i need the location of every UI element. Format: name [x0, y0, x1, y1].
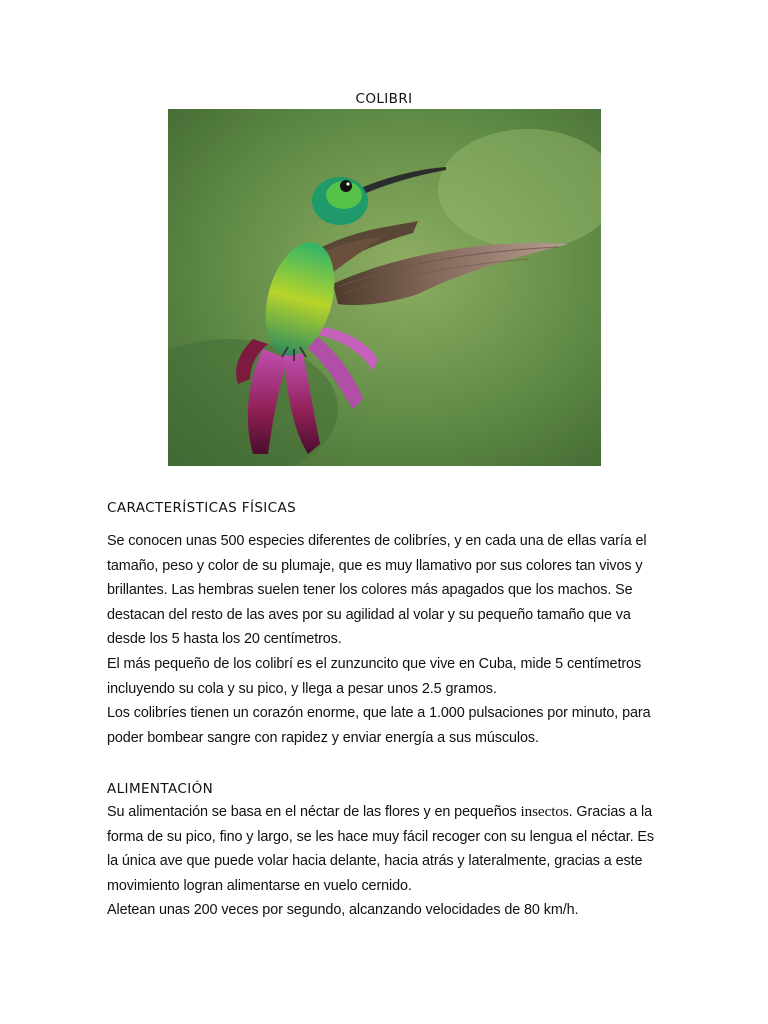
section-body-alimentacion [107, 800, 667, 923]
paragraph: Los colibríes tienen un corazón enorme, que late a 1.000 pulsaciones por minuto, para poder bombear sangre con rapidez y enviar energía a sus músculos. [107, 705, 651, 746]
hummingbird-photo [168, 109, 601, 466]
paragraph: Aletean unas 200 veces por segundo, alcanzando velocidades de 80 km/h. [107, 902, 579, 919]
document-title: COLIBRI [355, 91, 413, 107]
section-heading-alimentacion: ALIMENTACIÓN [107, 781, 214, 797]
text-run: . Gracias a la forma de su pico, fino y largo, se les hace muy fácil recoger con su lengua el néctar. Es la única ave que puede volar hacia delante, hacia atrás y lateralmente, gracias a este movimiento logran alimentarse en vuelo cernido. [107, 804, 655, 894]
paragraph [107, 800, 667, 898]
paragraph: El más pequeño de los colibrí es el zunzuncito que vive en Cuba, mide 5 centímetros incluyendo su cola y su pico, y llega a pesar unos 2.5 gramos. [107, 655, 642, 697]
section-body-caracteristicas [107, 529, 667, 750]
section-heading-caracteristicas: CARACTERÍSTICAS FÍSICAS [107, 500, 297, 516]
text-run: Su alimentación se basa en el néctar de las flores y en pequeños [107, 804, 521, 820]
paragraph: Se conocen unas 500 especies diferentes de colibríes, y en cada una de ellas varía el tamaño, peso y color de su plumaje, que es muy llamativo por sus colores tan vivos y brillantes. Las hembras suelen tener los colores más apagados que los machos. Se destacan del resto de las aves por su agilidad al volar y su pequeño tamaño que va desde los 5 hasta los 20 centímetros. [107, 533, 647, 648]
text-run-serif: insectos [520, 803, 569, 820]
